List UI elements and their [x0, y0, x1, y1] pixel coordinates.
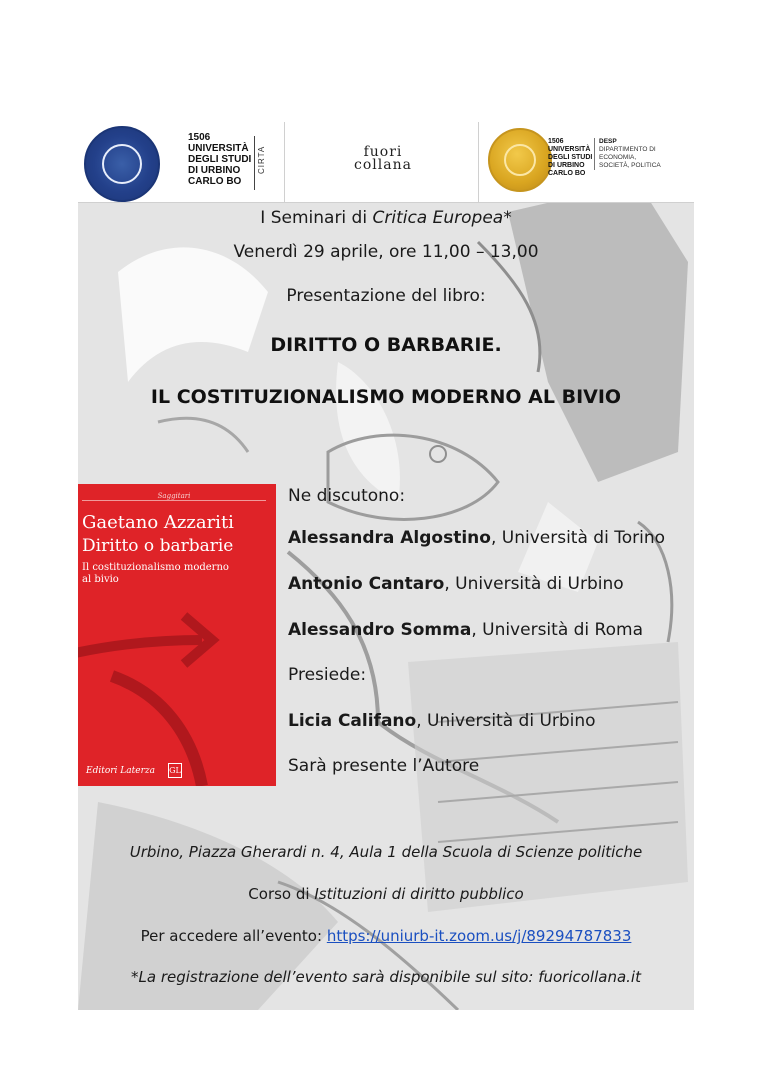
event-date: Venerdì 29 aprile, ore 11,00 – 13,00 [233, 242, 539, 262]
publisher-mark: GL [168, 763, 182, 778]
chair: Licia Califano, Università di Urbino [288, 711, 596, 731]
book-series: Saggitari [157, 492, 191, 500]
book-title-line-2: IL COSTITUZIONALISMO MODERNO AL BIVIO [150, 386, 622, 408]
course-info: Corso di Istituzioni di diritto pubblico [248, 885, 524, 903]
discussion-intro: Ne discutono: [288, 486, 406, 506]
speaker-1: Alessandra Algostino, Università di Torino [288, 528, 665, 548]
book-author: Gaetano Azzariti [82, 512, 234, 533]
fuori-collana-logo: fuori collana [354, 144, 412, 173]
zoom-link[interactable]: https://uniurb-it.zoom.us/j/89294787833 [326, 927, 632, 945]
access-info: Per accedere all’evento: https://uniurb-it.zoom.us/j/89294787833 [140, 927, 632, 945]
book-title-line-1: DIRITTO O BARBARIE. [270, 334, 502, 356]
chair-label: Presiede: [288, 665, 367, 685]
cirta-label: CIRTA [254, 136, 279, 190]
book-publisher: Editori Laterza [86, 766, 155, 776]
presentation-label: Presentazione del libro: [286, 286, 486, 306]
logo-bar [78, 122, 694, 203]
event-location: Urbino, Piazza Gherardi n. 4, Aula 1 della Scuola di Scienze politiche [129, 843, 643, 861]
book-cover [78, 484, 276, 786]
desp-seal-icon [488, 128, 552, 192]
event-poster [78, 122, 694, 1010]
urbino-university-name: 1506 UNIVERSITÀ DEGLI STUDI DI URBINO CARLO BO [188, 132, 252, 187]
speaker-3: Alessandro Somma, Università di Roma [288, 620, 643, 640]
recording-note: *La registrazione dell’evento sarà disponibile sul sito: fuoricollana.it [131, 968, 641, 986]
author-note: Sarà presente l’Autore [288, 756, 480, 776]
speaker-2: Antonio Cantaro, Università di Urbino [288, 574, 624, 594]
arrow-icon [78, 604, 276, 786]
desp-department-name: DESP DIPARTIMENTO DI ECONOMIA, SOCIETÀ, POLITICA [594, 138, 679, 170]
urbino-seal-icon [84, 126, 160, 202]
seminar-series: I Seminari di Critica Europea* [260, 208, 512, 228]
desp-university-name: 1506 UNIVERSITÀ DEGLI STUDI DI URBINO CARLO BO [548, 138, 593, 177]
book-cover-title: Diritto o barbarie [82, 536, 234, 556]
book-subtitle: Il costituzionalismo moderno al bivio [82, 562, 229, 585]
